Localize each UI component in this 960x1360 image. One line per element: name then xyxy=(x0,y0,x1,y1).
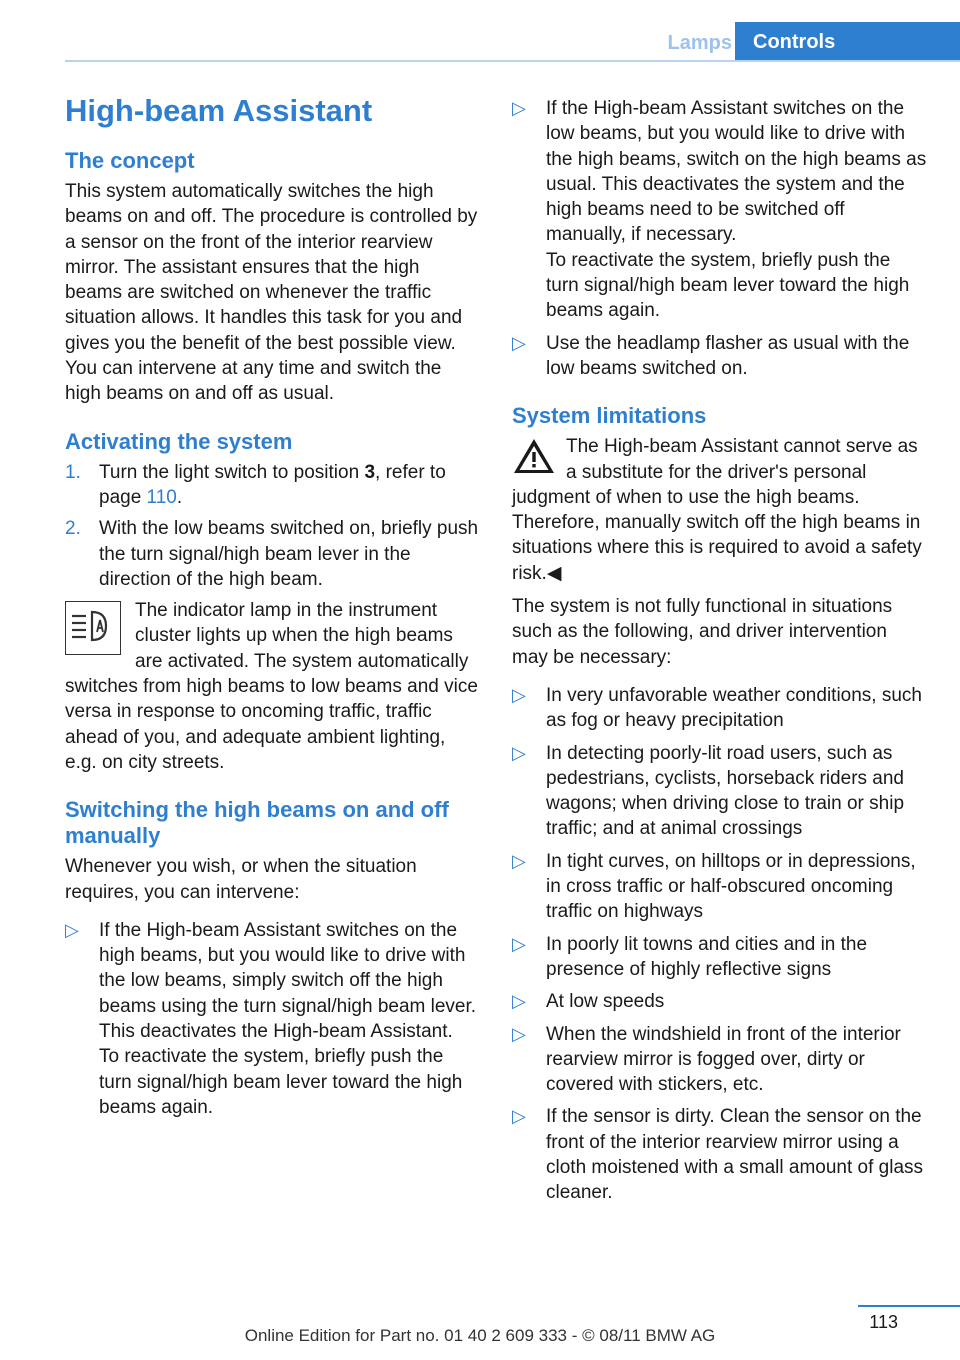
bullet-reactivate-text: To reactivate the system, briefly push the turn signal/high beam lever toward the high beams again. xyxy=(546,249,910,322)
bullet-text: In detecting poorly-lit road users, such as pedestrians, cyclists, horseback riders and wagons; when driving close to train or ship traffic; and at animal crossings xyxy=(546,742,905,840)
list-item xyxy=(512,96,927,324)
bullet-text: At low speeds xyxy=(546,991,665,1013)
page-title: High-beam Assistant xyxy=(65,93,373,128)
step-number: 2. xyxy=(65,518,81,540)
warning-note xyxy=(512,434,927,586)
list-item xyxy=(512,849,927,925)
tab-lamps[interactable]: Lamps xyxy=(667,32,732,54)
indicator-note xyxy=(65,598,480,775)
step-text: Turn the light switch to position xyxy=(99,461,365,483)
activation-steps xyxy=(65,460,480,592)
concept-paragraph: This system automatically switches the high beams on and off. The procedure is controlled by a sensor on the front of the interior rearview mirror. The assistant ensures that the high beams are switched on whenever the traffic situation allows. It handles this task for you and gives you the benefit of the best possible view. You can intervene at any time and switch the high beams on and off as usual. xyxy=(65,181,478,405)
list-item xyxy=(512,331,927,382)
high-beam-assistant-indicator-icon xyxy=(65,601,121,655)
bullet-text: If the High-beam Assistant switches on the low beams, but you would like to drive with the high beams, switch on the high beams as usual. This deactivates the system and the high beams need to be switched off manually, if necessary. xyxy=(546,98,927,246)
indicator-paragraph: The indicator lamp in the instrument cluster lights up when the high beams are activated. The system automatically switches from high beams to low beams and vice versa in response to oncoming traffic, traffic ahead of you, and adequate ambient lighting, e.g. on city streets. xyxy=(65,600,478,773)
step-text-cont: , refer to page xyxy=(99,461,446,508)
tab-controls[interactable]: Controls xyxy=(735,22,960,60)
bullet-reactivate-text: To reactivate the system, briefly push the turn signal/high beam lever toward the high beams again. xyxy=(99,1046,463,1118)
list-item xyxy=(512,683,927,734)
bullet-arrow-icon: ▷ xyxy=(512,991,526,1012)
bullet-text: In poorly lit towns and cities and in the presence of highly reflective signs xyxy=(546,933,868,980)
bullet-arrow-icon: ▷ xyxy=(512,1023,526,1044)
bullet-text: In very unfavorable weather conditions, such as fog or heavy precipitation xyxy=(546,684,922,732)
list-item xyxy=(512,989,927,1014)
warning-triangle-icon xyxy=(512,436,556,476)
bullet-arrow-icon: ▷ xyxy=(512,684,526,705)
bullet-text: If the High-beam Assistant switches on the high beams, but you would like to drive with the low beams, simply switch off the high beams using the turn signal/high beam lever. This deactivates the High-beam Assistant. xyxy=(99,919,477,1043)
list-item xyxy=(65,918,480,1120)
step-2 xyxy=(65,516,480,592)
activating-heading: Activating the system xyxy=(65,428,293,454)
right-column xyxy=(512,96,927,1216)
page-number: 113 xyxy=(869,1312,898,1332)
list-item xyxy=(512,932,927,983)
bullet-text: In tight curves, on hilltops or in depressions, in cross traffic or half-obscured oncoming traffic on highways xyxy=(546,850,916,923)
bullet-text: If the sensor is dirty. Clean the sensor on the front of the interior rearview mirror using a cloth moistened with a small amount of glass cleaner. xyxy=(546,1106,924,1204)
bullet-arrow-icon: ▷ xyxy=(512,332,526,353)
bullet-text: When the windshield in front of the interior rearview mirror is fogged over, dirty or covered with stickers, etc. xyxy=(546,1023,901,1096)
step-text: With the low beams switched on, briefly push the turn signal/high beam lever in the direction of the high beam. xyxy=(99,518,479,590)
bullet-arrow-icon: ▷ xyxy=(512,742,526,763)
step-number: 1. xyxy=(65,461,81,483)
left-column xyxy=(65,92,480,1130)
bullet-arrow-icon: ▷ xyxy=(512,98,526,118)
limitations-intro: The system is not fully functional in situations such as the following, and driver intervention may be necessary: xyxy=(512,596,893,668)
bullet-text: Use the headlamp flasher as usual with the low beams switched on. xyxy=(546,332,910,379)
step-period: . xyxy=(176,486,183,508)
position-value: 3 xyxy=(364,461,376,483)
page-reference-link[interactable]: 110 xyxy=(146,486,177,508)
list-item xyxy=(512,741,927,842)
warning-text: The High-beam Assistant cannot serve as a substitute for the driver's personal judgment of when to use the high beams. Therefore, manually switch off the high beams in situations where this is required to avoid a safety risk. xyxy=(512,436,922,584)
step-1 xyxy=(65,460,480,511)
limitations-heading: System limitations xyxy=(512,403,707,429)
footer-divider xyxy=(858,1305,960,1307)
manual-heading: Switching the high beams on and off manually xyxy=(65,797,449,849)
concept-heading: The concept xyxy=(65,148,195,173)
bullet-arrow-icon: ▷ xyxy=(512,1106,526,1127)
header-divider xyxy=(65,60,960,62)
bullet-arrow-icon: ▷ xyxy=(65,919,79,940)
bullet-arrow-icon: ▷ xyxy=(512,933,526,954)
manual-list-continued xyxy=(512,96,927,381)
warning-end-icon: ◀ xyxy=(546,562,562,584)
list-item xyxy=(512,1022,927,1098)
manual-intro: Whenever you wish, or when the situation requires, you can intervene: xyxy=(65,856,417,903)
edition-footer: Online Edition for Part no. 01 40 2 609 333 - © 08/11 BMW AG xyxy=(244,1326,716,1345)
manual-list xyxy=(65,918,480,1120)
list-item xyxy=(512,1104,927,1205)
limitations-list xyxy=(512,683,927,1206)
bullet-arrow-icon: ▷ xyxy=(512,850,526,871)
